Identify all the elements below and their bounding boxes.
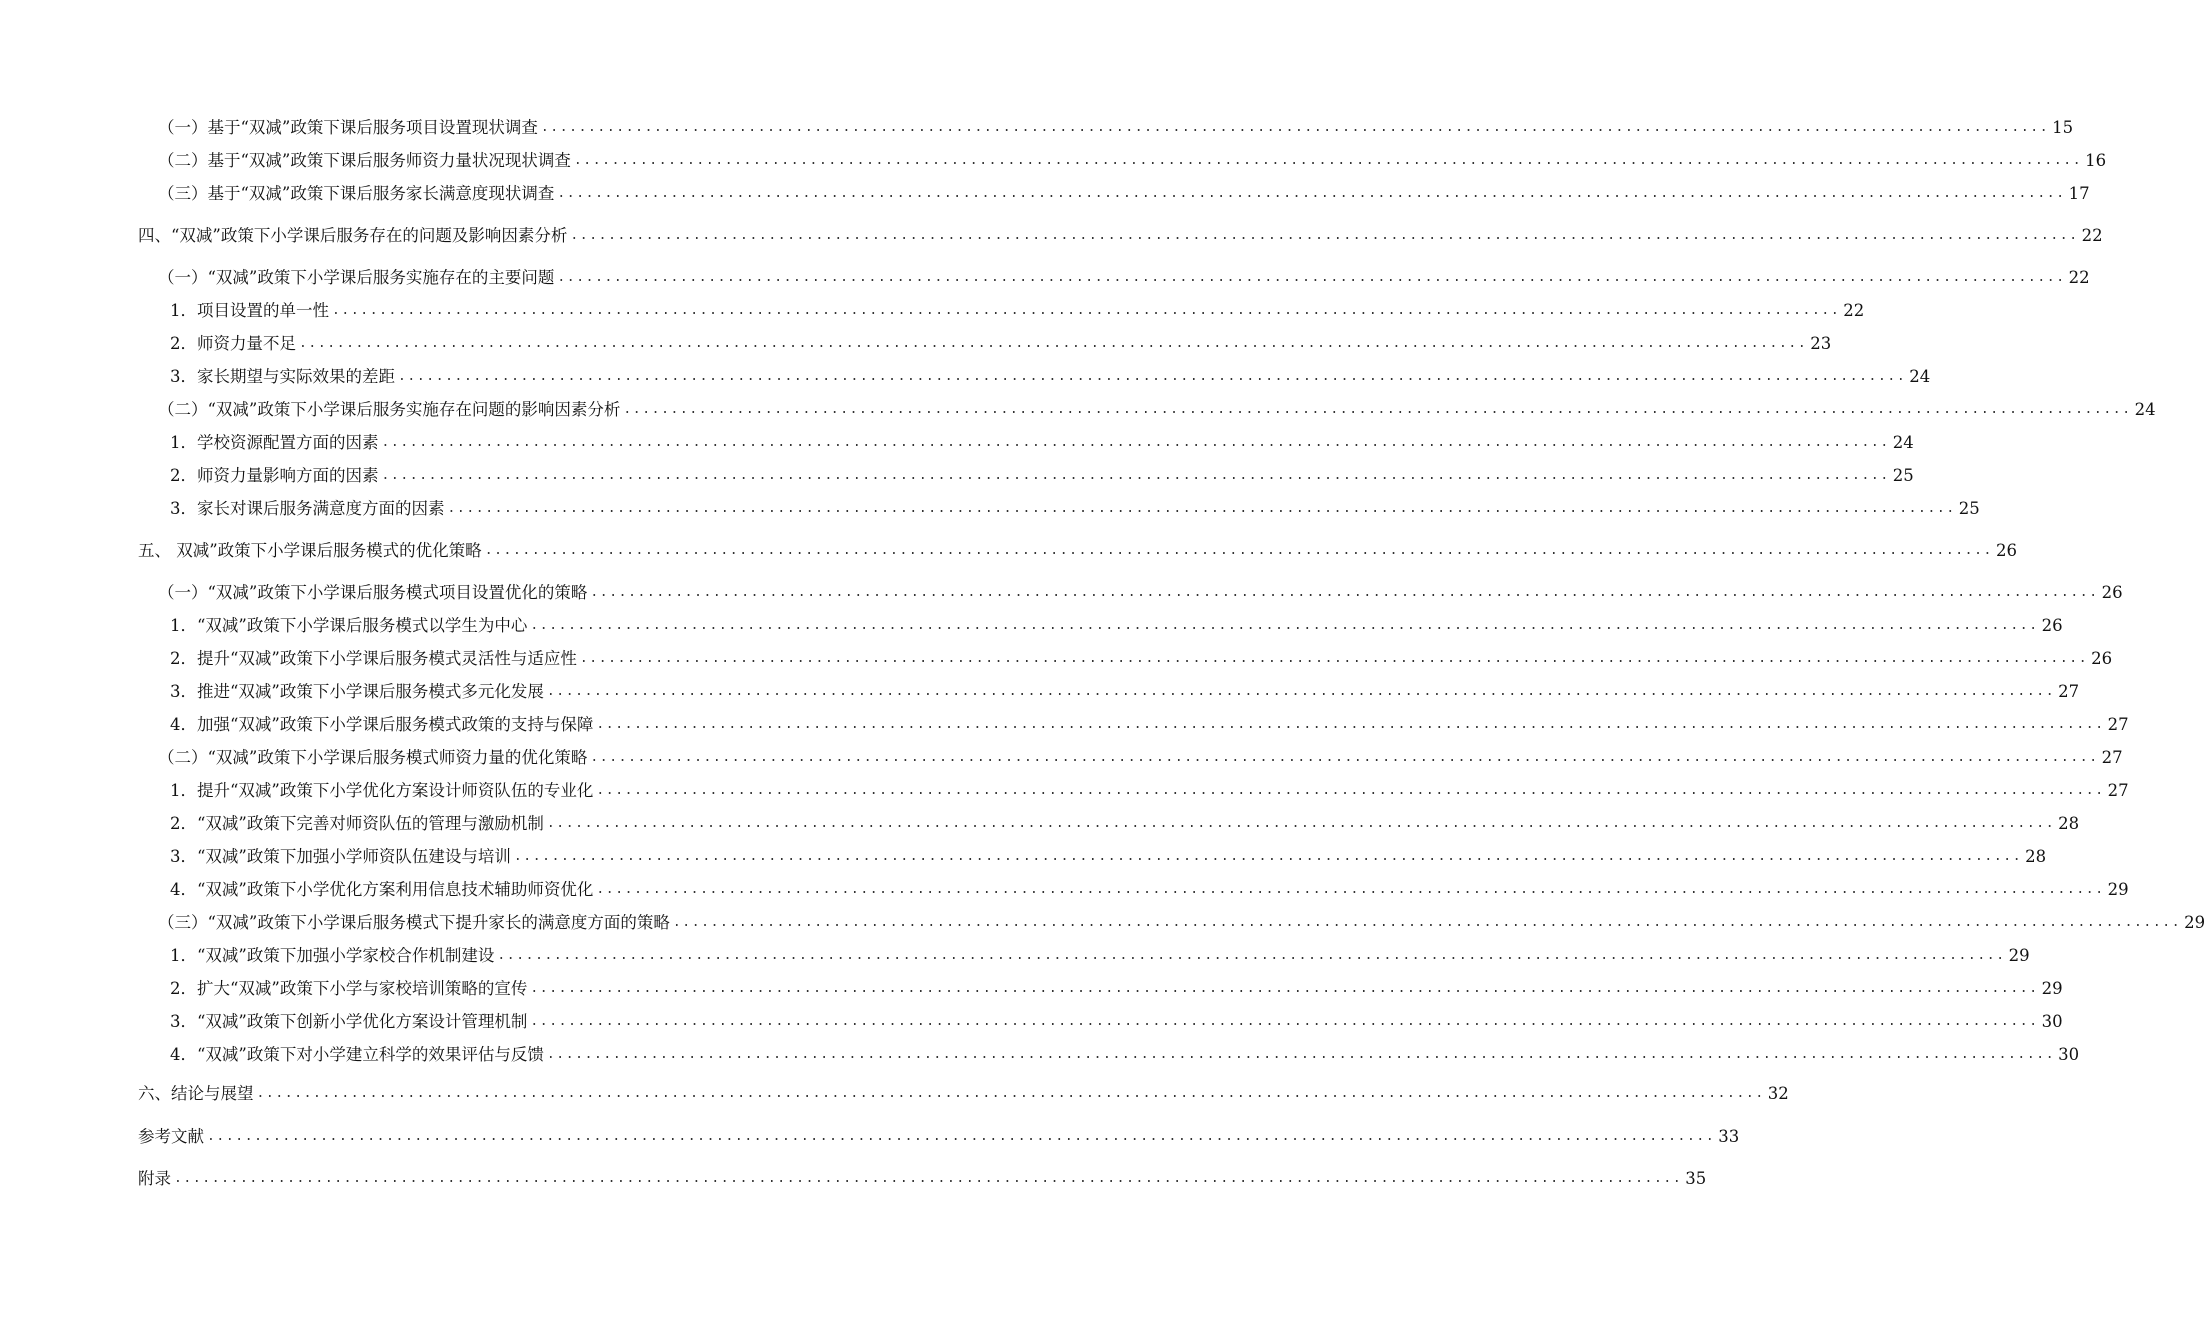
toc-entry-title: 参考文献 — [138, 1127, 204, 1146]
toc-entry-page: 27 — [2101, 748, 2123, 767]
toc-entry[interactable] — [158, 147, 2107, 175]
toc-entry-title: 附录 — [138, 1169, 171, 1188]
dot-leader: ................................................................................................................................................................ — [557, 186, 2066, 201]
toc-entry[interactable] — [158, 909, 2205, 937]
dot-leader: ................................................................................................................................................................ — [557, 270, 2066, 285]
toc-entry[interactable] — [170, 1008, 2063, 1036]
dot-leader: ................................................................................................................................................................ — [540, 120, 2050, 135]
toc-entry-title: 3．家长对课后服务满意度方面的因素 — [170, 499, 445, 518]
dot-leader: ................................................................................................................................................................ — [546, 816, 2056, 831]
toc-entry[interactable] — [170, 363, 1931, 391]
toc-entry-title: 四、“双减”政策下小学课后服务存在的问题及影响因素分析 — [138, 226, 568, 245]
toc-entry-page: 22 — [1843, 301, 1865, 320]
dot-leader: ................................................................................................................................................................ — [530, 1014, 2039, 1029]
toc-entry[interactable] — [170, 330, 1832, 358]
toc-entry[interactable] — [138, 222, 2103, 250]
dot-leader: ................................................................................................................................................................ — [497, 948, 2006, 963]
dot-leader: ................................................................................................................................................................ — [590, 750, 2099, 765]
toc-entry-page: 22 — [2081, 226, 2103, 245]
dot-leader: ................................................................................................................................................................ — [174, 1171, 1683, 1186]
dot-leader: ................................................................................................................................................................ — [573, 153, 2083, 168]
toc-entry-page: 32 — [1767, 1084, 1789, 1103]
toc-entry-title: 2．“双减”政策下完善对师资队伍的管理与激励机制 — [170, 814, 544, 833]
toc-entry[interactable] — [170, 612, 2063, 640]
toc-entry[interactable] — [138, 537, 2017, 565]
dot-leader: ................................................................................................................................................................ — [530, 618, 2039, 633]
dot-leader: ................................................................................................................................................................ — [579, 651, 2089, 666]
toc-entry-title: 3．“双减”政策下加强小学师资队伍建设与培训 — [170, 847, 511, 866]
toc-entry-title: 2．师资力量影响方面的因素 — [170, 466, 379, 485]
dot-leader: ................................................................................................................................................................ — [596, 882, 2105, 897]
toc-entry[interactable] — [138, 1123, 1740, 1151]
toc-entry-title: （三）“双减”政策下小学课后服务模式下提升家长的满意度方面的策略 — [158, 913, 670, 932]
toc-entry-page: 30 — [2058, 1045, 2080, 1064]
toc-entry-title: 1．“双减”政策下小学课后服务模式以学生为中心 — [170, 616, 528, 635]
toc-entry-page: 33 — [1718, 1127, 1740, 1146]
toc-entry-page: 22 — [2068, 268, 2090, 287]
dot-leader: ................................................................................................................................................................ — [513, 849, 2023, 864]
toc-entry-title: 4．“双减”政策下小学优化方案利用信息技术辅助师资优化 — [170, 880, 594, 899]
toc-entry-page: 27 — [2107, 715, 2129, 734]
toc-entry[interactable] — [170, 810, 2080, 838]
toc-entry[interactable] — [170, 876, 2129, 904]
toc-entry[interactable] — [170, 942, 2030, 970]
toc-entry-page: 26 — [2091, 649, 2113, 668]
toc-entry-title: 1．“双减”政策下加强小学家校合作机制建设 — [170, 946, 495, 965]
toc-entry-page: 29 — [2008, 946, 2030, 965]
toc-entry-page: 25 — [1892, 466, 1914, 485]
toc-entry-page: 24 — [1909, 367, 1931, 386]
toc-entry-page: 29 — [2107, 880, 2129, 899]
toc-entry-title: 五、 双减”政策下小学课后服务模式的优化策略 — [138, 541, 482, 560]
dot-leader: ................................................................................................................................................................ — [623, 402, 2132, 417]
toc-entry-page: 26 — [1995, 541, 2017, 560]
dot-leader: ................................................................................................................................................................ — [256, 1086, 1765, 1101]
toc-entry-page: 35 — [1685, 1169, 1707, 1188]
dot-leader: ................................................................................................................................................................ — [590, 585, 2099, 600]
toc-entry-page: 24 — [1892, 433, 1914, 452]
toc-entry[interactable] — [158, 264, 2090, 292]
toc-entry-page: 28 — [2025, 847, 2047, 866]
toc-entry-page: 15 — [2052, 118, 2074, 137]
toc-entry[interactable] — [170, 462, 1914, 490]
toc-entry-title: 2．师资力量不足 — [170, 334, 296, 353]
toc-entry-page: 24 — [2134, 400, 2156, 419]
dot-leader: ................................................................................................................................................................ — [381, 435, 1890, 450]
dot-leader: ................................................................................................................................................................ — [398, 369, 1907, 384]
dot-leader: ................................................................................................................................................................ — [447, 501, 1956, 516]
toc-entry-page: 23 — [1810, 334, 1832, 353]
dot-leader: ................................................................................................................................................................ — [546, 684, 2056, 699]
toc-entry-title: 3．“双减”政策下创新小学优化方案设计管理机制 — [170, 1012, 528, 1031]
toc-entry[interactable] — [170, 297, 1865, 325]
toc-entry-title: 六、结论与展望 — [138, 1084, 254, 1103]
toc-entry-page: 27 — [2058, 682, 2080, 701]
toc-entry[interactable] — [170, 645, 2113, 673]
dot-leader: ................................................................................................................................................................ — [546, 1047, 2056, 1062]
toc-entry-title: 1．学校资源配置方面的因素 — [170, 433, 379, 452]
toc-entry[interactable] — [138, 1165, 1707, 1193]
toc-entry[interactable] — [170, 1041, 2080, 1069]
toc-entry-page: 29 — [2184, 913, 2205, 932]
toc-entry-title: 4．加强“双减”政策下小学课后服务模式政策的支持与保障 — [170, 715, 594, 734]
toc-entry-title: （一）“双减”政策下小学课后服务实施存在的主要问题 — [158, 268, 555, 287]
dot-leader: ................................................................................................................................................................ — [332, 303, 1841, 318]
toc-entry[interactable] — [158, 579, 2123, 607]
toc-entry-title: （一）“双减”政策下小学课后服务模式项目设置优化的策略 — [158, 583, 588, 602]
toc-entry[interactable] — [170, 711, 2129, 739]
toc-entry[interactable] — [170, 678, 2080, 706]
toc-entry-page: 26 — [2101, 583, 2123, 602]
toc-entry[interactable] — [170, 975, 2063, 1003]
dot-leader: ................................................................................................................................................................ — [672, 915, 2182, 930]
toc-entry[interactable] — [158, 744, 2123, 772]
toc-entry-page: 30 — [2041, 1012, 2063, 1031]
dot-leader: ................................................................................................................................................................ — [484, 543, 1993, 558]
toc-entry-title: （一）基于“双减”政策下课后服务项目设置现状调查 — [158, 118, 538, 137]
toc-entry-title: 2．提升“双减”政策下小学课后服务模式灵活性与适应性 — [170, 649, 577, 668]
toc-entry-title: （二）“双减”政策下小学课后服务模式师资力量的优化策略 — [158, 748, 588, 767]
dot-leader: ................................................................................................................................................................ — [530, 981, 2039, 996]
toc-entry[interactable] — [138, 1080, 1789, 1108]
toc-entry-title: 1．项目设置的单一性 — [170, 301, 329, 320]
dot-leader: ................................................................................................................................................................ — [207, 1129, 1716, 1144]
toc-entry[interactable] — [170, 429, 1914, 457]
toc-entry-title: 2．扩大“双减”政策下小学与家校培训策略的宣传 — [170, 979, 528, 998]
toc-entry-page: 16 — [2085, 151, 2107, 170]
dot-leader: ................................................................................................................................................................ — [570, 228, 2079, 243]
dot-leader: ................................................................................................................................................................ — [299, 336, 1808, 351]
toc-entry[interactable] — [170, 777, 2129, 805]
toc-entry-page: 29 — [2041, 979, 2063, 998]
dot-leader: ................................................................................................................................................................ — [596, 717, 2105, 732]
toc-entry[interactable] — [158, 396, 2156, 424]
toc-entry-page: 17 — [2068, 184, 2090, 203]
toc-entry[interactable] — [170, 843, 2047, 871]
toc-entry-title: 3．家长期望与实际效果的差距 — [170, 367, 395, 386]
toc-entry-title: （二）基于“双减”政策下课后服务师资力量状况现状调查 — [158, 151, 571, 170]
dot-leader: ................................................................................................................................................................ — [381, 468, 1890, 483]
toc-entry-title: 1．提升“双减”政策下小学优化方案设计师资队伍的专业化 — [170, 781, 594, 800]
toc-entry-title: 3．推进“双减”政策下小学课后服务模式多元化发展 — [170, 682, 544, 701]
toc-entry[interactable] — [158, 180, 2090, 208]
toc-entry-page: 27 — [2107, 781, 2129, 800]
toc-entry-page: 26 — [2041, 616, 2063, 635]
toc-entry[interactable] — [170, 495, 1980, 523]
toc-entry[interactable] — [158, 114, 2074, 142]
toc-entry-page: 28 — [2058, 814, 2080, 833]
toc-entry-page: 25 — [1958, 499, 1980, 518]
toc-entry-title: 4．“双减”政策下对小学建立科学的效果评估与反馈 — [170, 1045, 544, 1064]
toc-entry-title: （三）基于“双减”政策下课后服务家长满意度现状调查 — [158, 184, 555, 203]
toc-entry-title: （二）“双减”政策下小学课后服务实施存在问题的影响因素分析 — [158, 400, 621, 419]
dot-leader: ................................................................................................................................................................ — [596, 783, 2105, 798]
